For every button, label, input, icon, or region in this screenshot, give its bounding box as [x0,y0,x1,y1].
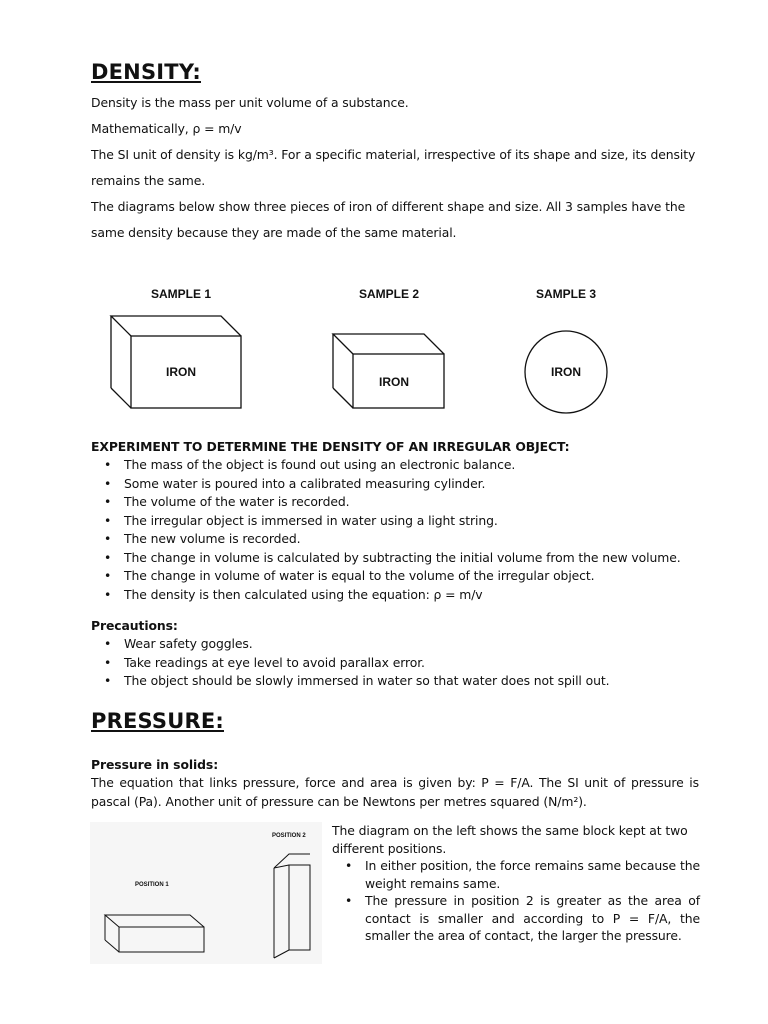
list-item: • The change in volume is calculated by subtracting the initial volume from the new volume. [91,549,731,568]
position-1-label: POSITION 1 [135,882,169,888]
list-item: • The pressure in position 2 is greater as the area of contact is smaller and according to P = F/A, the smaller the area of contact, the larger the pressure. [332,892,700,945]
list-item: • Take readings at eye level to avoid parallax error. [91,654,731,673]
pressure-heading: PRESSURE: [91,709,224,733]
list-item: • The object should be slowly immersed in water so that water does not spill out. [91,672,731,691]
density-si-unit: The SI unit of density is kg/m³. For a specific material, irrespective of its shape and size, its density [91,147,696,162]
pressure-bullets [332,857,700,945]
experiment-heading: EXPERIMENT TO DETERMINE THE DENSITY OF AN IRREGULAR OBJECT: [91,439,570,454]
pressure-diagram-description: The diagram on the left shows the same block kept at two different positions. [332,823,688,856]
sample-1-material: IRON [166,365,196,379]
iron-samples-diagram [100,305,620,425]
density-si-unit-cont: remains the same. [91,173,206,188]
precautions-list [91,635,731,691]
list-item: • Some water is poured into a calibrated measuring cylinder. [91,475,731,494]
pressure-diagram-text [332,822,700,945]
density-formula: Mathematically, ρ = m/v [91,121,242,136]
density-definition: Density is the mass per unit volume of a substance. [91,95,409,110]
sample-1-cuboid [111,316,241,408]
experiment-steps-list [91,456,731,604]
density-heading: DENSITY: [91,60,201,84]
list-item: • The new volume is recorded. [91,530,731,549]
sample-3-material: IRON [551,365,581,379]
pressure-intro-line-1: The equation that links pressure, force and area is given by: P = F/A. The SI unit of pressure is [91,775,699,790]
list-item: • Wear safety goggles. [91,635,731,654]
list-item: • The change in volume of water is equal to the volume of the irregular object. [91,567,731,586]
list-item: • The volume of the water is recorded. [91,493,731,512]
list-item: • The density is then calculated using the equation: ρ = m/v [91,586,731,605]
position-2-label: POSITION 2 [272,833,306,839]
block-positions-diagram [90,840,322,964]
precautions-heading: Precautions: [91,618,178,633]
pressure-subheading: Pressure in solids: [91,757,219,772]
sample-3-label: SAMPLE 3 [536,287,597,301]
sample-2-label: SAMPLE 2 [359,287,420,301]
block-position-2 [274,854,310,958]
list-item: • The mass of the object is found out using an electronic balance. [91,456,731,475]
block-position-1 [105,915,204,952]
density-diagram-intro-cont: same density because they are made of the same material. [91,225,457,240]
pressure-intro [91,774,699,811]
sample-1-label: SAMPLE 1 [151,287,212,301]
list-item: • In either position, the force remains same because the weight remains same. [332,857,700,892]
sample-2-cuboid [333,334,444,408]
pressure-intro-line-2: pascal (Pa). Another unit of pressure can be Newtons per metres squared (N/m²). [91,793,587,809]
density-diagram-intro: The diagrams below show three pieces of iron of different shape and size. All 3 samples have the [91,199,686,214]
density-text [91,90,711,246]
list-item: • The irregular object is immersed in water using a light string. [91,512,731,531]
sample-2-material: IRON [379,375,409,389]
